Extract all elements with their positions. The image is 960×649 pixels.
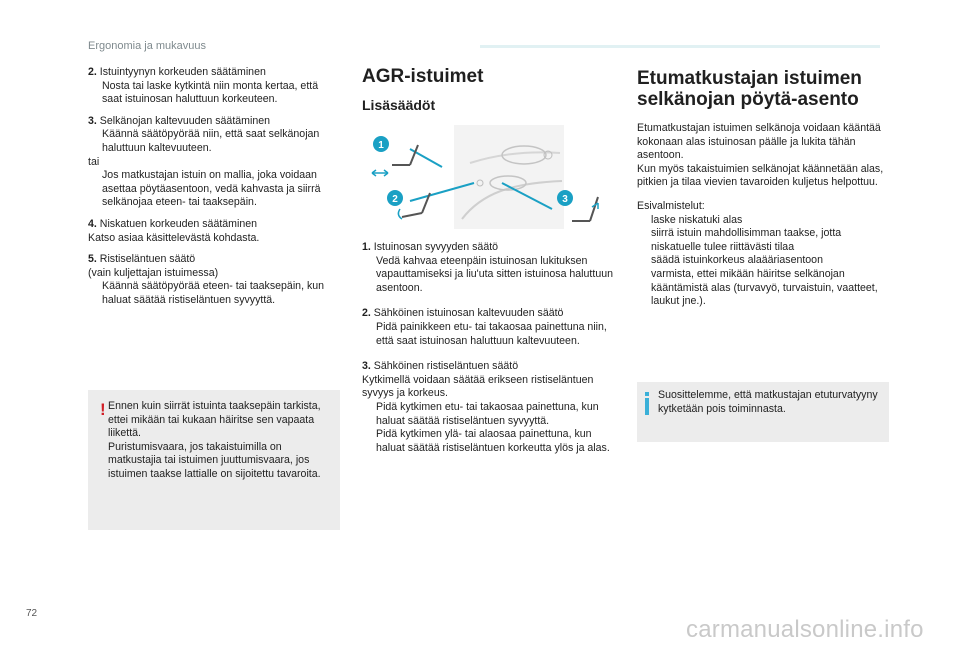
list-item: varmista, ettei mikään häiritse selkänojan kääntämistä alas (turvavyö, turvaistuin, vaatteet, laukut jne.).: [637, 268, 889, 309]
page-number: 72: [26, 608, 38, 619]
lumbar-icon: [572, 197, 598, 221]
warning-box: [88, 390, 340, 530]
item-2: [88, 66, 340, 107]
header-section-title: Ergonomia ja mukavuus: [88, 40, 207, 52]
info-box: [637, 382, 889, 442]
bullet-glyph: [88, 169, 102, 210]
item-3: [88, 115, 340, 210]
callout-2: [387, 190, 403, 206]
item-title: Niskatuen korkeuden säätäminen: [99, 217, 258, 230]
watermark: carmanualsonline.info: [686, 616, 924, 643]
list-item: laske niskatuki alas: [637, 214, 889, 228]
info-icon: [645, 392, 649, 415]
list-item: säädä istuinkorkeus alaääriasentoon: [637, 254, 889, 268]
section-subtitle: Lisäsäädöt: [362, 97, 436, 113]
bullet-glyph: [362, 255, 376, 296]
item-title: Istuinosan syvyyden säätö: [373, 241, 499, 253]
preparation-list: [637, 200, 889, 309]
info-text: Suosittelemme, että matkustajan etuturvatyyny kytketään pois toiminnasta.: [658, 389, 878, 415]
item-number: 1.: [362, 241, 371, 253]
intro-text: Etumatkustajan istuimen selkänoja voidaan kääntää kokonaan alas istuinosan päälle ja lukita tähän asentoon. Kun myös takaistuimien selkänojat käännetään alas, pitkien ja tilaa vievien tavaroiden kuljetus helpottuu.: [637, 122, 884, 189]
warning-text: Ennen kuin siirrät istuinta taaksepäin tarkista, ettei mikään tai kukaan häiritse sen vapaata liikettä. Puristumisvaara, jos takaistuimilla on matkustajia tai istuimen juuttumisvaara, jos istuimen taakse lattialle on sijoitettu tavaroita.: [108, 400, 321, 480]
item-subtitle: (vain kuljettajan istuimessa): [88, 266, 219, 279]
item-text: Kytkimellä voidaan säätää erikseen ristiseläntuen syvyys ja korkeus.: [362, 373, 594, 400]
item-title: Istuintyynyn korkeuden säätäminen: [99, 66, 266, 78]
item-number: 4.: [88, 217, 97, 230]
middle-column: [362, 241, 616, 463]
item-4: [88, 218, 340, 245]
svg-text:3: 3: [562, 194, 568, 205]
item-title: Ristiseläntuen säätö: [99, 253, 196, 266]
item-text: Katso asiaa käsittelevästä kohdasta.: [88, 231, 260, 244]
bullet: Käännä säätöpyörää eteen- tai taaksepäin, kun haluat säätää ristiseläntuen syvyyttä.: [88, 280, 340, 307]
right-column: [637, 68, 889, 309]
bullet: Vedä kahvaa eteenpäin istuinosan lukituksen vapauttamiseksi ja liu'uta sitten istuinosa haluttuun asentoon.: [362, 255, 616, 296]
bullet: Jos matkustajan istuin on mallia, joka voidaan asettaa pöytäasentoon, vedä kahvasta ja siirrä selkänojaa eteen- tai taaksepäin.: [88, 169, 340, 210]
callout-1: [373, 136, 389, 152]
item-title: Sähköinen istuinosan kaltevuuden säätö: [373, 307, 564, 320]
bullet: Pidä kytkimen etu- tai takaosaa painettuna, kun haluat säätää ristiseläntuen syvyyttä.: [362, 401, 616, 428]
bullet-glyph: [637, 214, 651, 228]
bullet-glyph: [88, 80, 102, 107]
bullet: Pidä kytkimen ylä- tai alaosaa painettuna, kun haluat säätää ristiseläntuen korkeutta ylös ja alas.: [362, 428, 616, 455]
agr-item-2: [362, 307, 616, 348]
left-column: [88, 66, 340, 316]
item-5: [88, 253, 340, 307]
item-number: 5.: [88, 253, 97, 266]
item-number: 2.: [88, 66, 97, 78]
bullet-glyph: [362, 428, 376, 455]
agr-item-3: [362, 360, 616, 455]
warning-icon: !: [100, 400, 106, 419]
item-number: 3.: [362, 360, 371, 373]
bullet: Käännä säätöpyörää niin, että saat selkänojan haluttuun kaltevuuteen.: [88, 128, 340, 155]
bullet: Pidä painikkeen etu- tai takaosaa painettuna niin, että saat istuinosan haluttuun kaltevuuteen.: [362, 321, 616, 348]
list-item: siirrä istuin mahdollisimman taakse, jotta niskatuelle tulee riittävästi tilaa: [637, 227, 889, 254]
prep-title: Esivalmistelut:: [637, 199, 705, 212]
svg-text:2: 2: [392, 194, 398, 205]
svg-text:1: 1: [378, 140, 384, 151]
callout-3: [557, 190, 573, 206]
bullet-glyph: [362, 321, 376, 348]
agr-item-1: [362, 241, 616, 295]
item-title: Selkänojan kaltevuuden säätäminen: [99, 114, 271, 127]
item-number: 3.: [88, 114, 97, 127]
bullet: Nosta tai laske kytkintä niin monta kertaa, että saat istuinosan haluttuun korkeuteen.: [88, 80, 340, 107]
or-text: tai: [88, 155, 100, 168]
item-number: 2.: [362, 307, 371, 320]
header-accent-bar: [480, 45, 880, 48]
bullet-glyph: [362, 401, 376, 428]
section-title: AGR-istuimet: [362, 66, 484, 87]
item-title: Sähköinen ristiseläntuen säätö: [373, 360, 519, 373]
bullet-glyph: [637, 227, 651, 254]
seat-illustration: [362, 123, 616, 231]
bullet-glyph: [88, 280, 102, 307]
middle-column-heading: [362, 66, 616, 113]
bullet-glyph: [637, 268, 651, 309]
bullet-glyph: [88, 128, 102, 155]
section-title: Etumatkustajan istuimen selkänojan pöytä-asento: [637, 68, 862, 110]
bullet-glyph: [637, 254, 651, 268]
